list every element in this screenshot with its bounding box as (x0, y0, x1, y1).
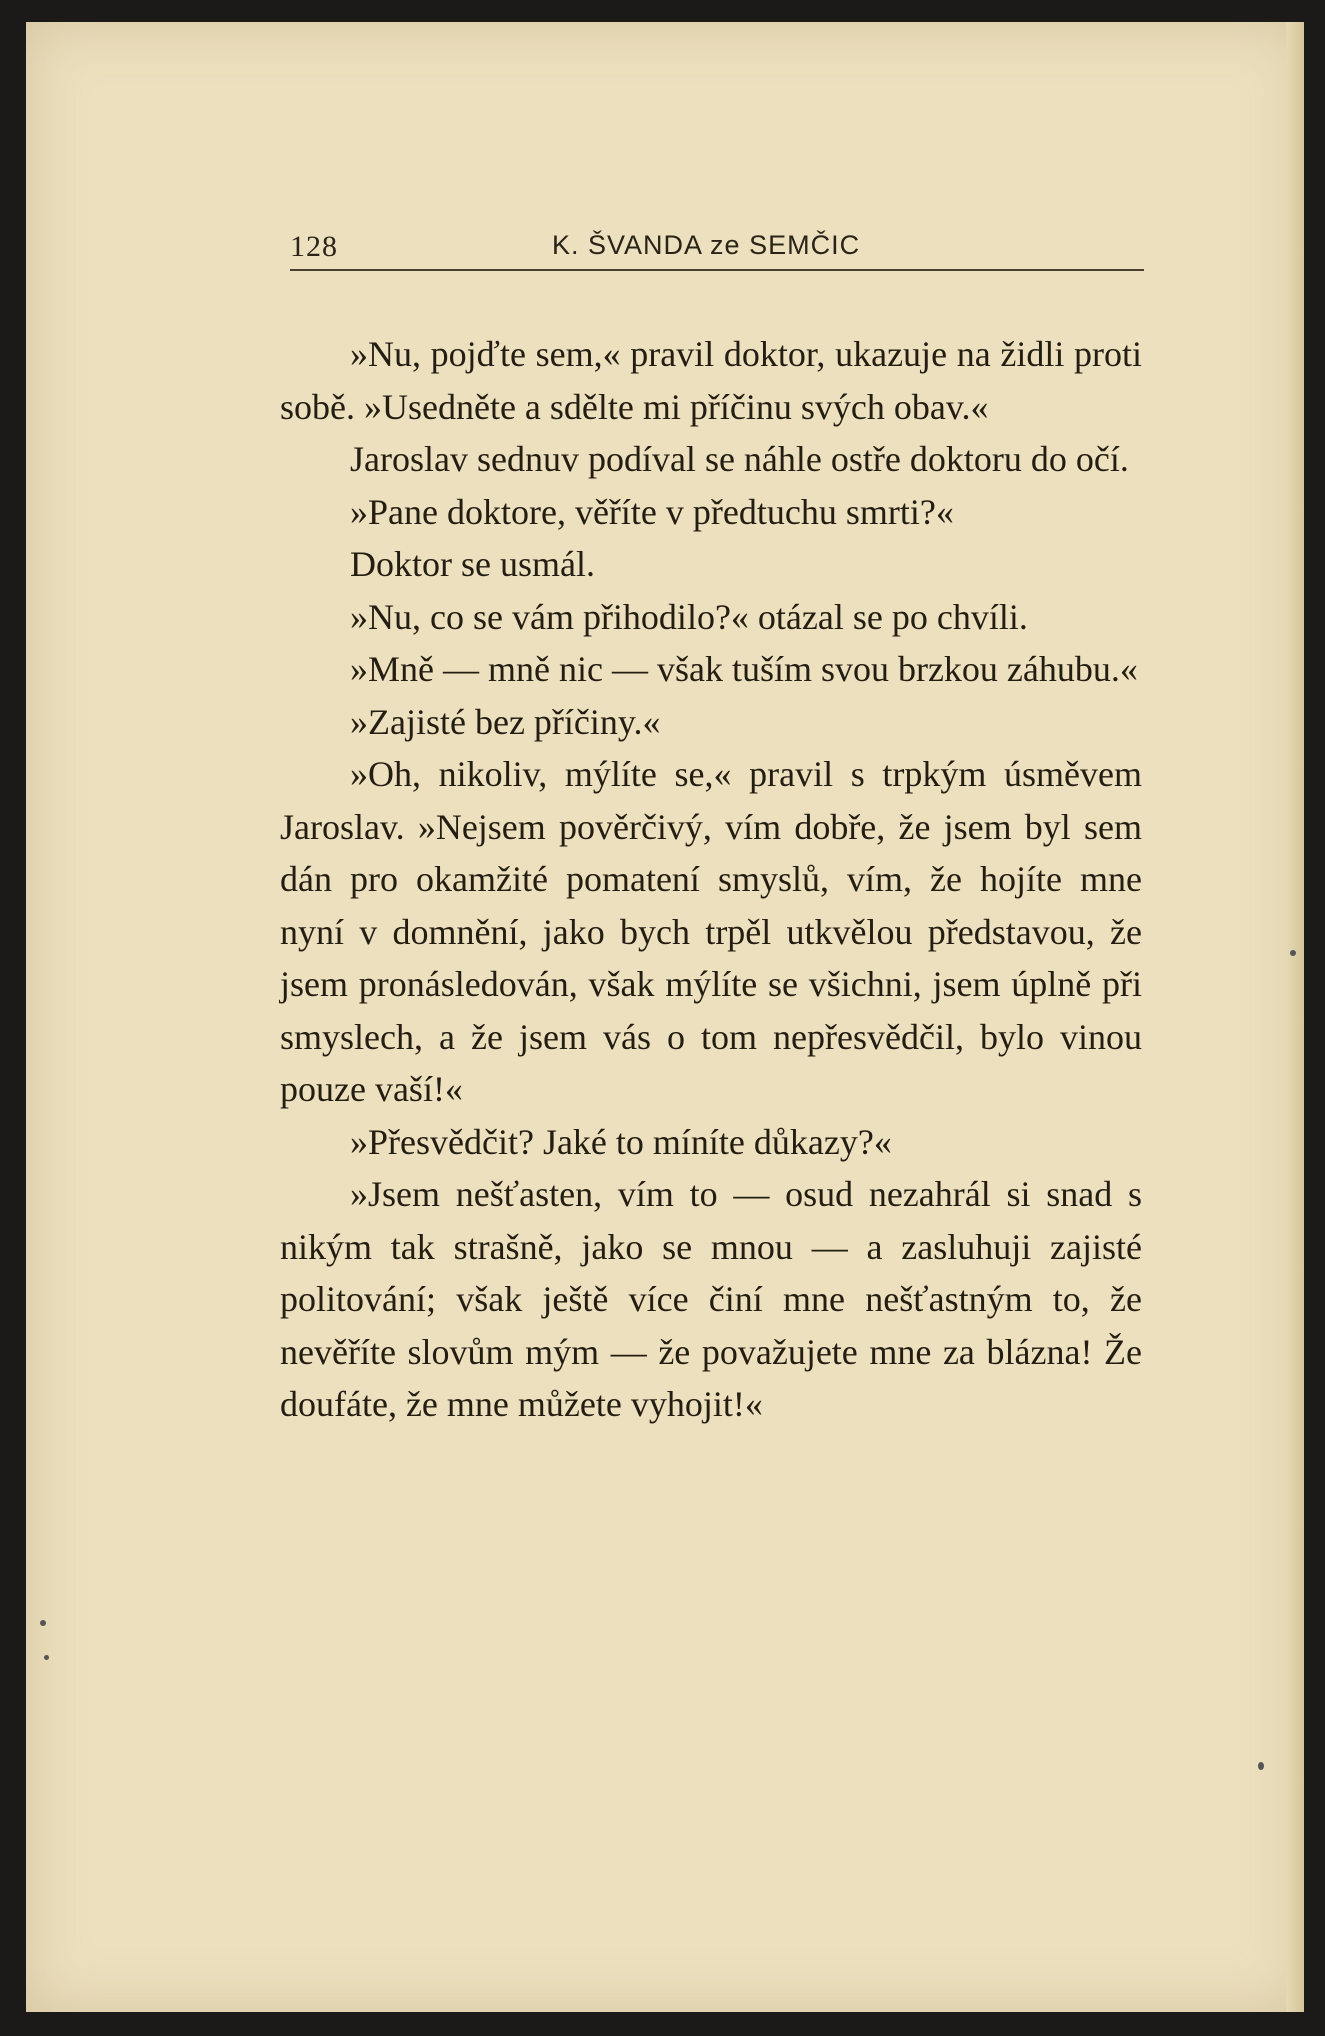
paragraph: »Nu, pojďte sem,« pravil doktor, ukazuje na židli proti sobě. »Usedněte a sdělte mi příčinu svých obav.« (280, 334, 1142, 427)
running-head-title: K. ŠVANDA ze SEMČIC (552, 230, 861, 260)
paragraph: »Mně — mně nic — však tuším svou brzkou záhubu.« (350, 649, 1138, 689)
paragraph: »Pane doktore, věříte v předtuchu smrti?« (350, 491, 954, 532)
ink-speck (44, 1655, 49, 1660)
body-text (280, 328, 1142, 1431)
ink-speck (1258, 1762, 1264, 1770)
ink-speck (40, 1620, 46, 1626)
running-head (262, 222, 1144, 262)
paragraph: »Nu, co se vám přihodilo?« otázal se po chvíli. (350, 596, 1028, 637)
ink-speck (1290, 950, 1296, 956)
paragraph: »Oh, nikoliv, mýlíte se,« pravil s trpkým úsměvem Jaroslav. »Nejsem pověrčivý, vím dobře, že jsem byl sem dán pro okamžité pomatení smyslů, vím, že hojíte mne nyní v domnění, jako bych trpěl utkvělou představou, že jsem pronásledován, však mýlíte se všichni, jsem úplně při smyslech, a že jsem vás o tom nepřesvědčil, bylo vinou pouze vaší!« (280, 754, 1142, 1109)
paragraph: »Zajisté bez příčiny.« (350, 701, 661, 742)
header-rule (290, 269, 1144, 271)
page-number: 128 (290, 230, 338, 263)
paragraph: Doktor se usmál. (350, 544, 595, 584)
page-edge (1286, 22, 1304, 2012)
paragraph: Jaroslav sednuv podíval se náhle ostře doktoru do očí. (350, 439, 1129, 479)
paragraph: »Jsem nešťasten, vím to — osud nezahrál si snad s nikým tak strašně, jako se mnou — a zasluhuji zajisté politování; však ještě více činí mne nešťastným to, že nevěříte slovům mým — že považujete mne za blázna! Že doufáte, že mne můžete vyhojit!« (280, 1174, 1142, 1424)
paragraph: »Přesvědčit? Jaké to míníte důkazy?« (350, 1121, 892, 1162)
